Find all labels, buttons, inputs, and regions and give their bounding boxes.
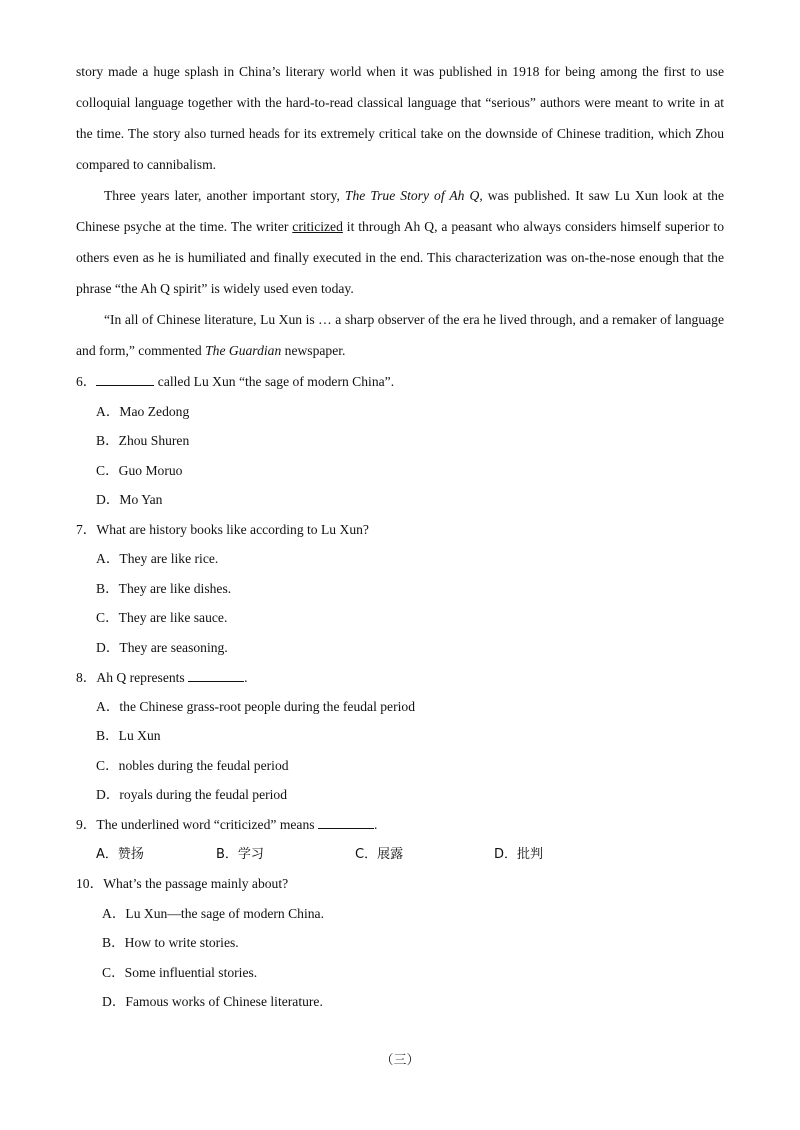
passage-text: newspaper. xyxy=(281,343,346,358)
passage-text: story made a huge splash in China’s literary world when it was published in 1918 for being among the first to use colloquial language together with the hard-to-read classical language that “serious” authors were meant to write in at the time. The story also turned heads for its extremely critical take on the downside of Chinese tradition, which Zhou compared to cannibalism. xyxy=(76,64,724,172)
answer-blank xyxy=(96,373,154,386)
option-6-d: D．Mo Yan xyxy=(96,492,163,507)
option-10-d: D．Famous works of Chinese literature. xyxy=(102,994,323,1009)
option-7-d: D．They are seasoning. xyxy=(96,640,228,655)
option-8-c: C．nobles during the feudal period xyxy=(96,758,289,773)
question-text: What’s the passage mainly about? xyxy=(103,876,289,891)
passage-text: “In all of Chinese literature, Lu Xun is … a sharp observer of the era he lived through, and a remaker of language and form,” commented xyxy=(76,312,724,358)
option-6-a: A．Mao Zedong xyxy=(96,404,190,419)
question-number: 6． xyxy=(76,374,97,389)
option-8-d: D．royals during the feudal period xyxy=(96,787,288,802)
question-number: 9． xyxy=(76,817,97,832)
question-number: 10． xyxy=(76,876,104,891)
passage-paragraph-2 xyxy=(76,180,724,304)
option-6-b: B．Zhou Shuren xyxy=(96,433,190,448)
question-text: Ah Q represents xyxy=(96,670,189,685)
option-10-b: B．How to write stories. xyxy=(102,935,239,950)
question-8 xyxy=(76,666,248,686)
option-9-c: C．展露 xyxy=(355,847,404,862)
question-7 xyxy=(76,518,369,538)
passage-text: , was published. It saw Lu Xun look at the Chinese psyche at the time. The writer xyxy=(76,188,724,234)
option-7-c: C．They are like sauce. xyxy=(96,610,228,625)
option-8-a: A．the Chinese grass-root people during the feudal period xyxy=(96,699,415,714)
story-title: The True Story of Ah Q xyxy=(344,188,480,203)
option-9-a: A．赞扬 xyxy=(96,847,144,862)
question-9 xyxy=(76,813,377,833)
passage-paragraph-3 xyxy=(76,304,724,366)
option-9-d: D．批判 xyxy=(494,847,544,862)
question-10 xyxy=(76,872,288,892)
answer-blank xyxy=(188,669,244,682)
option-10-c: C．Some influential stories. xyxy=(102,965,258,980)
question-9-options xyxy=(0,843,800,863)
option-7-a: A．They are like rice. xyxy=(96,551,219,566)
question-text-end: . xyxy=(373,817,378,832)
question-number: 7． xyxy=(76,522,97,537)
option-9-b: B．学习 xyxy=(216,847,264,862)
option-6-c: C．Guo Moruo xyxy=(96,463,183,478)
option-7-b: B．They are like dishes. xyxy=(96,581,232,596)
question-text: called Lu Xun “the sage of modern China”. xyxy=(154,374,395,389)
option-10-a: A．Lu Xun—the sage of modern China. xyxy=(102,906,324,921)
answer-blank xyxy=(318,816,374,829)
page-footer: （三） xyxy=(380,1053,420,1068)
newspaper-name: The Guardian xyxy=(205,343,282,358)
question-text-end: . xyxy=(244,670,248,685)
underlined-word: criticized xyxy=(292,219,343,234)
question-6 xyxy=(76,370,394,390)
passage-text: it through Ah Q, a peasant who always considers himself superior to others even as he is humiliated and finally executed in the end. This characterization was on-the-nose enough that the phrase “the Ah Q spirit” is widely used even today. xyxy=(76,219,725,296)
question-number: 8． xyxy=(76,670,97,685)
passage-paragraph-1 xyxy=(76,56,724,180)
question-text: What are history books like according to Lu Xun? xyxy=(96,522,369,537)
question-text: The underlined word “criticized” means xyxy=(96,817,318,832)
option-8-b: B．Lu Xun xyxy=(96,728,161,743)
passage-text: Three years later, another important story, xyxy=(104,188,345,203)
